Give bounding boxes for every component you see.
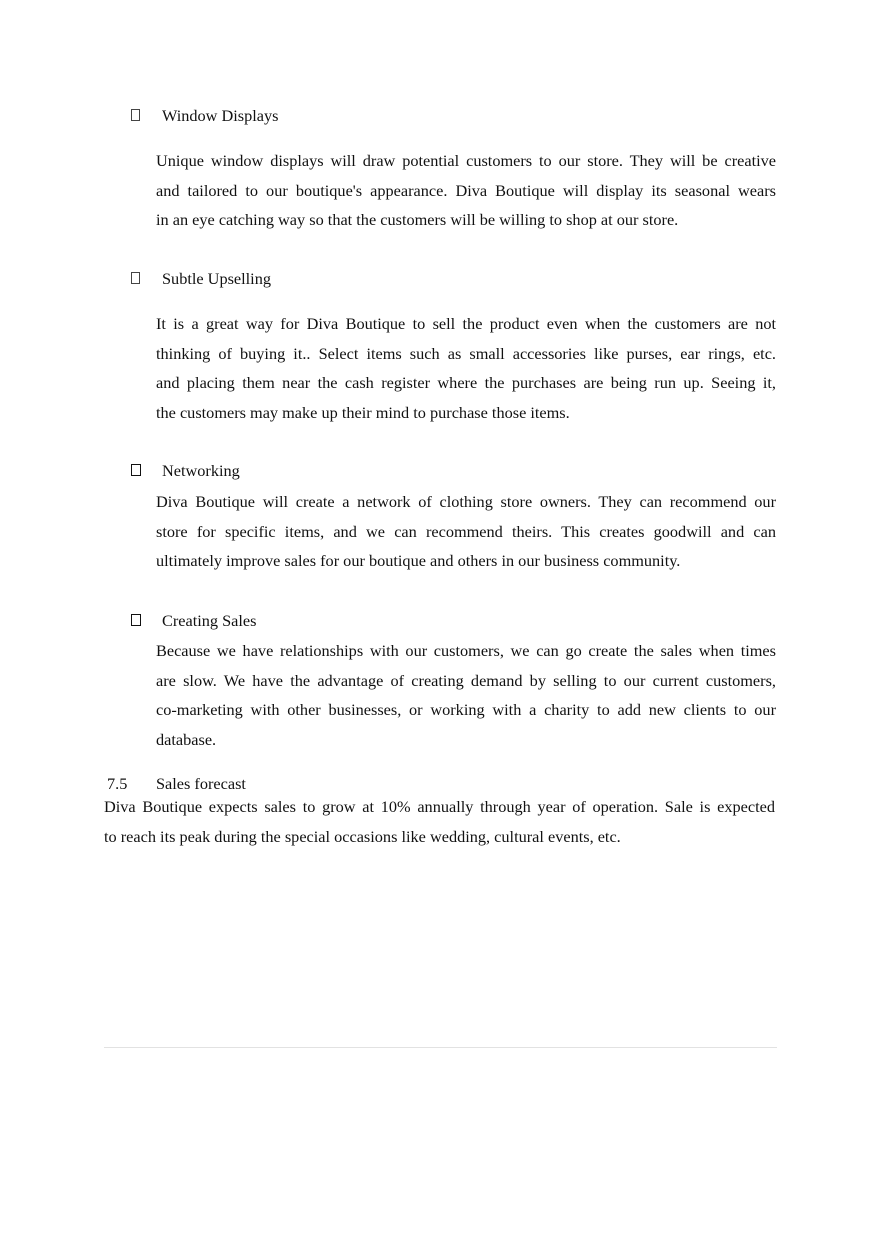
paragraph-line: ultimately improve sales for our boutique and others in our business community. <box>156 551 681 571</box>
paragraph-networking <box>156 487 776 576</box>
checkbox-bullet-icon <box>131 614 141 626</box>
paragraph-subtle-upselling <box>156 309 776 428</box>
bullet-title: Subtle Upselling <box>162 269 271 288</box>
paragraph-line: database. <box>156 730 217 750</box>
section-title: Sales forecast <box>156 774 246 793</box>
paragraph-line: are slow. We have the advantage of creating demand by selling to our current customers, <box>156 670 776 690</box>
bullet-title: Window Displays <box>162 106 279 125</box>
bullet-title: Creating Sales <box>162 611 257 630</box>
paragraph-line: and placing them near the cash register where the purchases are being run up. Seeing it, <box>156 373 776 393</box>
paragraph-window-displays <box>156 146 776 235</box>
paragraph-creating-sales <box>156 636 776 755</box>
paragraph-line: to reach its peak during the special occasions like wedding, cultural events, etc. <box>104 827 621 846</box>
paragraph-line: the customers may make up their mind to purchase those items. <box>156 403 570 423</box>
bullet-title: Networking <box>162 461 240 480</box>
paragraph-line: Diva Boutique will create a network of clothing store owners. They can recommend our <box>156 492 776 511</box>
checkbox-bullet-icon <box>131 272 140 284</box>
paragraph-line: Because we have relationships with our customers, we can go create the sales when times <box>156 641 776 660</box>
paragraph-line: It is a great way for Diva Boutique to sell the product even when the customers are not <box>156 314 776 333</box>
paragraph-line: Diva Boutique expects sales to grow at 10% annually through year of operation. Sale is expected <box>104 797 775 816</box>
paragraph-line: co-marketing with other businesses, or working with a charity to add new clients to our <box>156 700 776 720</box>
checkbox-bullet-icon <box>131 464 141 476</box>
section-paragraph <box>104 792 775 852</box>
paragraph-line: thinking of buying it.. Select items such as small accessories like purses, ear rings, etc. <box>156 343 776 363</box>
paragraph-line: store for specific items, and we can recommend theirs. This creates goodwill and can <box>156 521 776 541</box>
checkbox-bullet-icon <box>131 109 140 121</box>
paragraph-line: and tailored to our boutique's appearance. Diva Boutique will display its seasonal wears <box>156 180 776 200</box>
paragraph-line: in an eye catching way so that the customers will be willing to shop at our store. <box>156 210 679 230</box>
paragraph-line: Unique window displays will draw potential customers to our store. They will be creative <box>156 151 776 170</box>
footer-divider <box>104 1047 777 1048</box>
section-number: 7.5 <box>107 774 128 793</box>
